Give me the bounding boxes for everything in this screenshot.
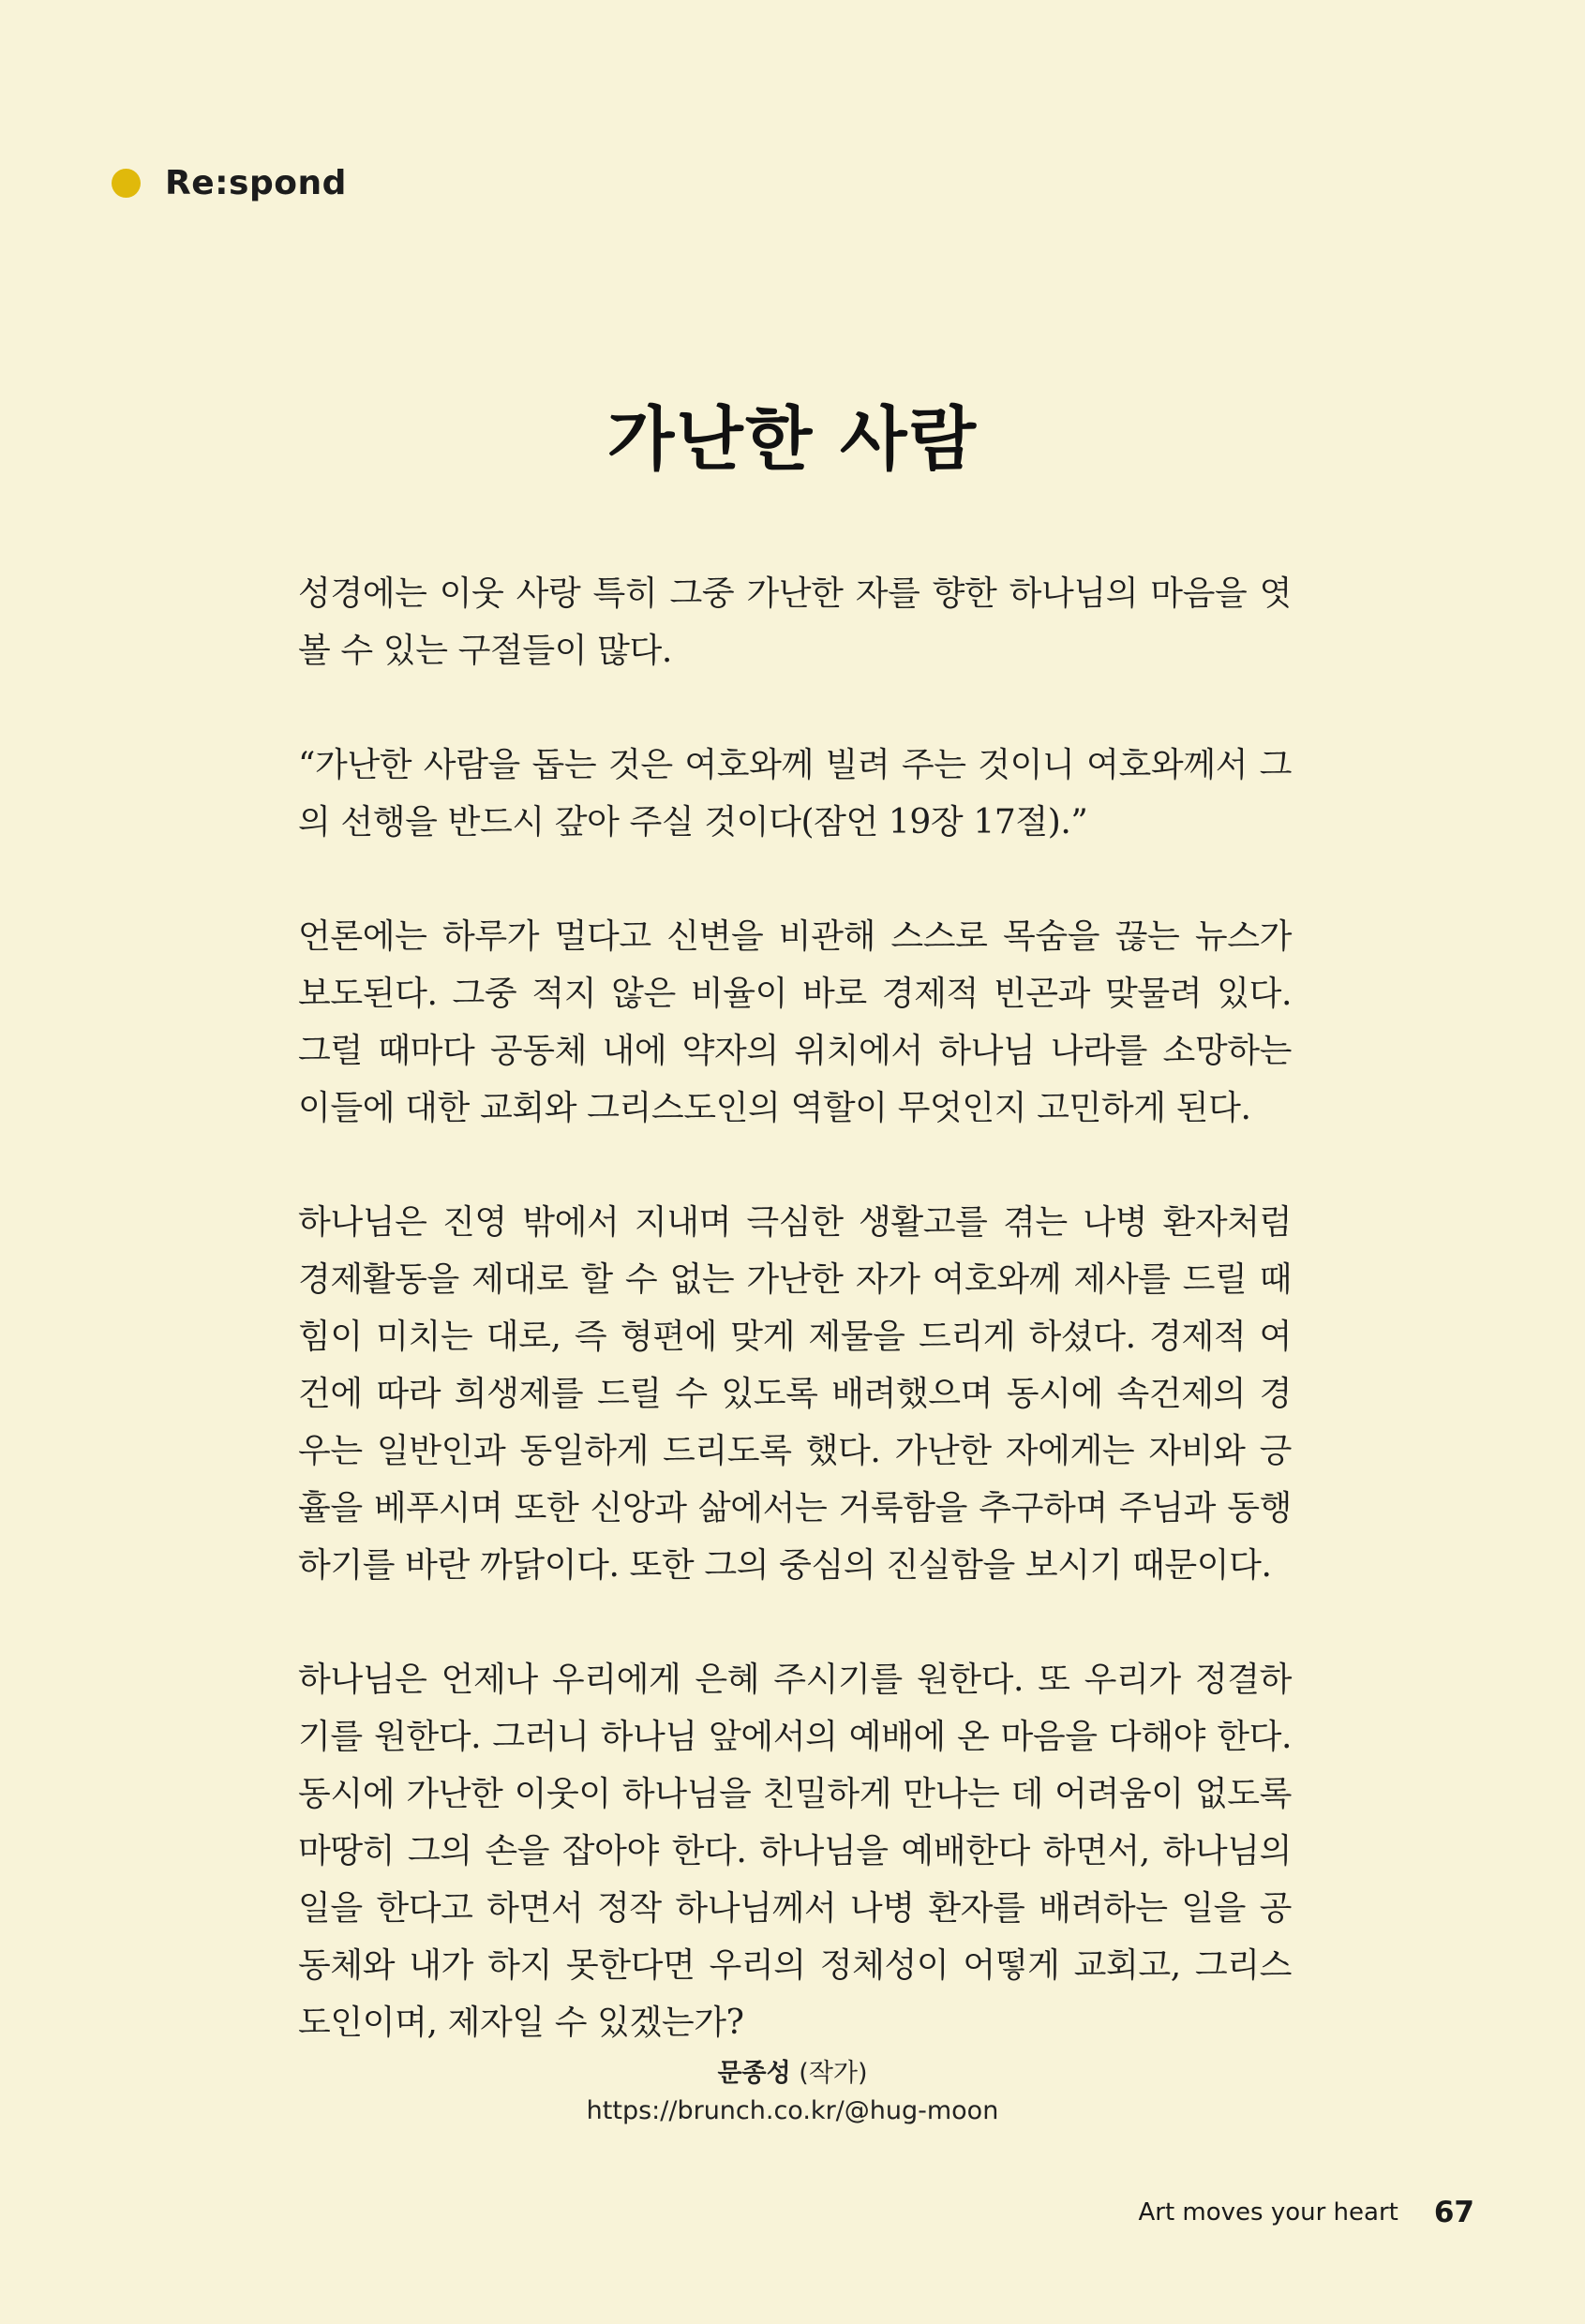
author-line	[0, 2055, 1585, 2093]
footer-tagline: Art moves your heart	[1138, 2198, 1398, 2227]
author-signature	[0, 2055, 1585, 2130]
section-label: Re:spond	[165, 163, 347, 202]
article-body	[298, 565, 1292, 2108]
author-name: 문종성	[717, 2059, 791, 2088]
article-paragraph-3: 언론에는 하루가 멀다고 신변을 비관해 스스로 목숨을 끊는 뉴스가 보도된다. 그중 적지 않은 비율이 바로 경제적 빈곤과 맞물려 있다. 그럴 때마다 공동체 내에 약자의 위치에서 하나님 나라를 소망하는 이들에 대한 교회와 그리스도인의 역할이 무엇인지 고민하게 된다.	[298, 917, 1292, 1127]
section-dot-icon	[112, 169, 141, 198]
article-paragraph-5: 하나님은 언제나 우리에게 은혜 주시기를 원한다. 또 우리가 정결하기를 원한다. 그러니 하나님 앞에서의 예배에 온 마음을 다해야 한다. 동시에 가난한 이웃이 하나님을 친밀하게 만나는 데 어려움이 없도록 마땅히 그의 손을 잡아야 한다. 하나님을 예배한다 하면서, 하나님의 일을 한다고 하면서 정작 하나님께서 나병 환자를 배려하는 일을 공동체와 내가 하지 못한다면 우리의 정체성이 어떻게 교회고, 그리스도인이며, 제자일 수 있겠는가?	[298, 1661, 1292, 2042]
section-tag	[112, 161, 347, 204]
article-paragraph-2: “가난한 사람을 돕는 것은 여호와께 빌려 주는 것이니 여호와께서 그의 선행을 반드시 갚아 주실 것이다(잠언 19장 17절).”	[298, 746, 1292, 842]
author-url: https://brunch.co.kr/@hug-moon	[586, 2096, 999, 2125]
page-number: 67	[1433, 2196, 1474, 2229]
page-footer	[1138, 2196, 1474, 2229]
article-paragraph-1: 성경에는 이웃 사랑 특히 그중 가난한 자를 향한 하나님의 마음을 엿볼 수 있는 구절들이 많다.	[298, 574, 1292, 670]
author-role: (작가)	[799, 2059, 868, 2088]
article-paragraph-4: 하나님은 진영 밖에서 지내며 극심한 생활고를 겪는 나병 환자처럼 경제활동을 제대로 할 수 없는 가난한 자가 여호와께 제사를 드릴 때 힘이 미치는 대로, 즉 형편에 맞게 제물을 드리게 하셨다. 경제적 여건에 따라 희생제를 드릴 수 있도록 배려했으며 동시에 속건제의 경우는 일반인과 동일하게 드리도록 했다. 가난한 자에게는 자비와 긍휼을 베푸시며 또한 신앙과 삶에서는 거룩함을 추구하며 주님과 동행하기를 바란 까닭이다. 또한 그의 중심의 진실함을 보시기 때문이다.	[298, 1203, 1293, 1585]
article-title: 가난한 사람	[606, 399, 979, 480]
